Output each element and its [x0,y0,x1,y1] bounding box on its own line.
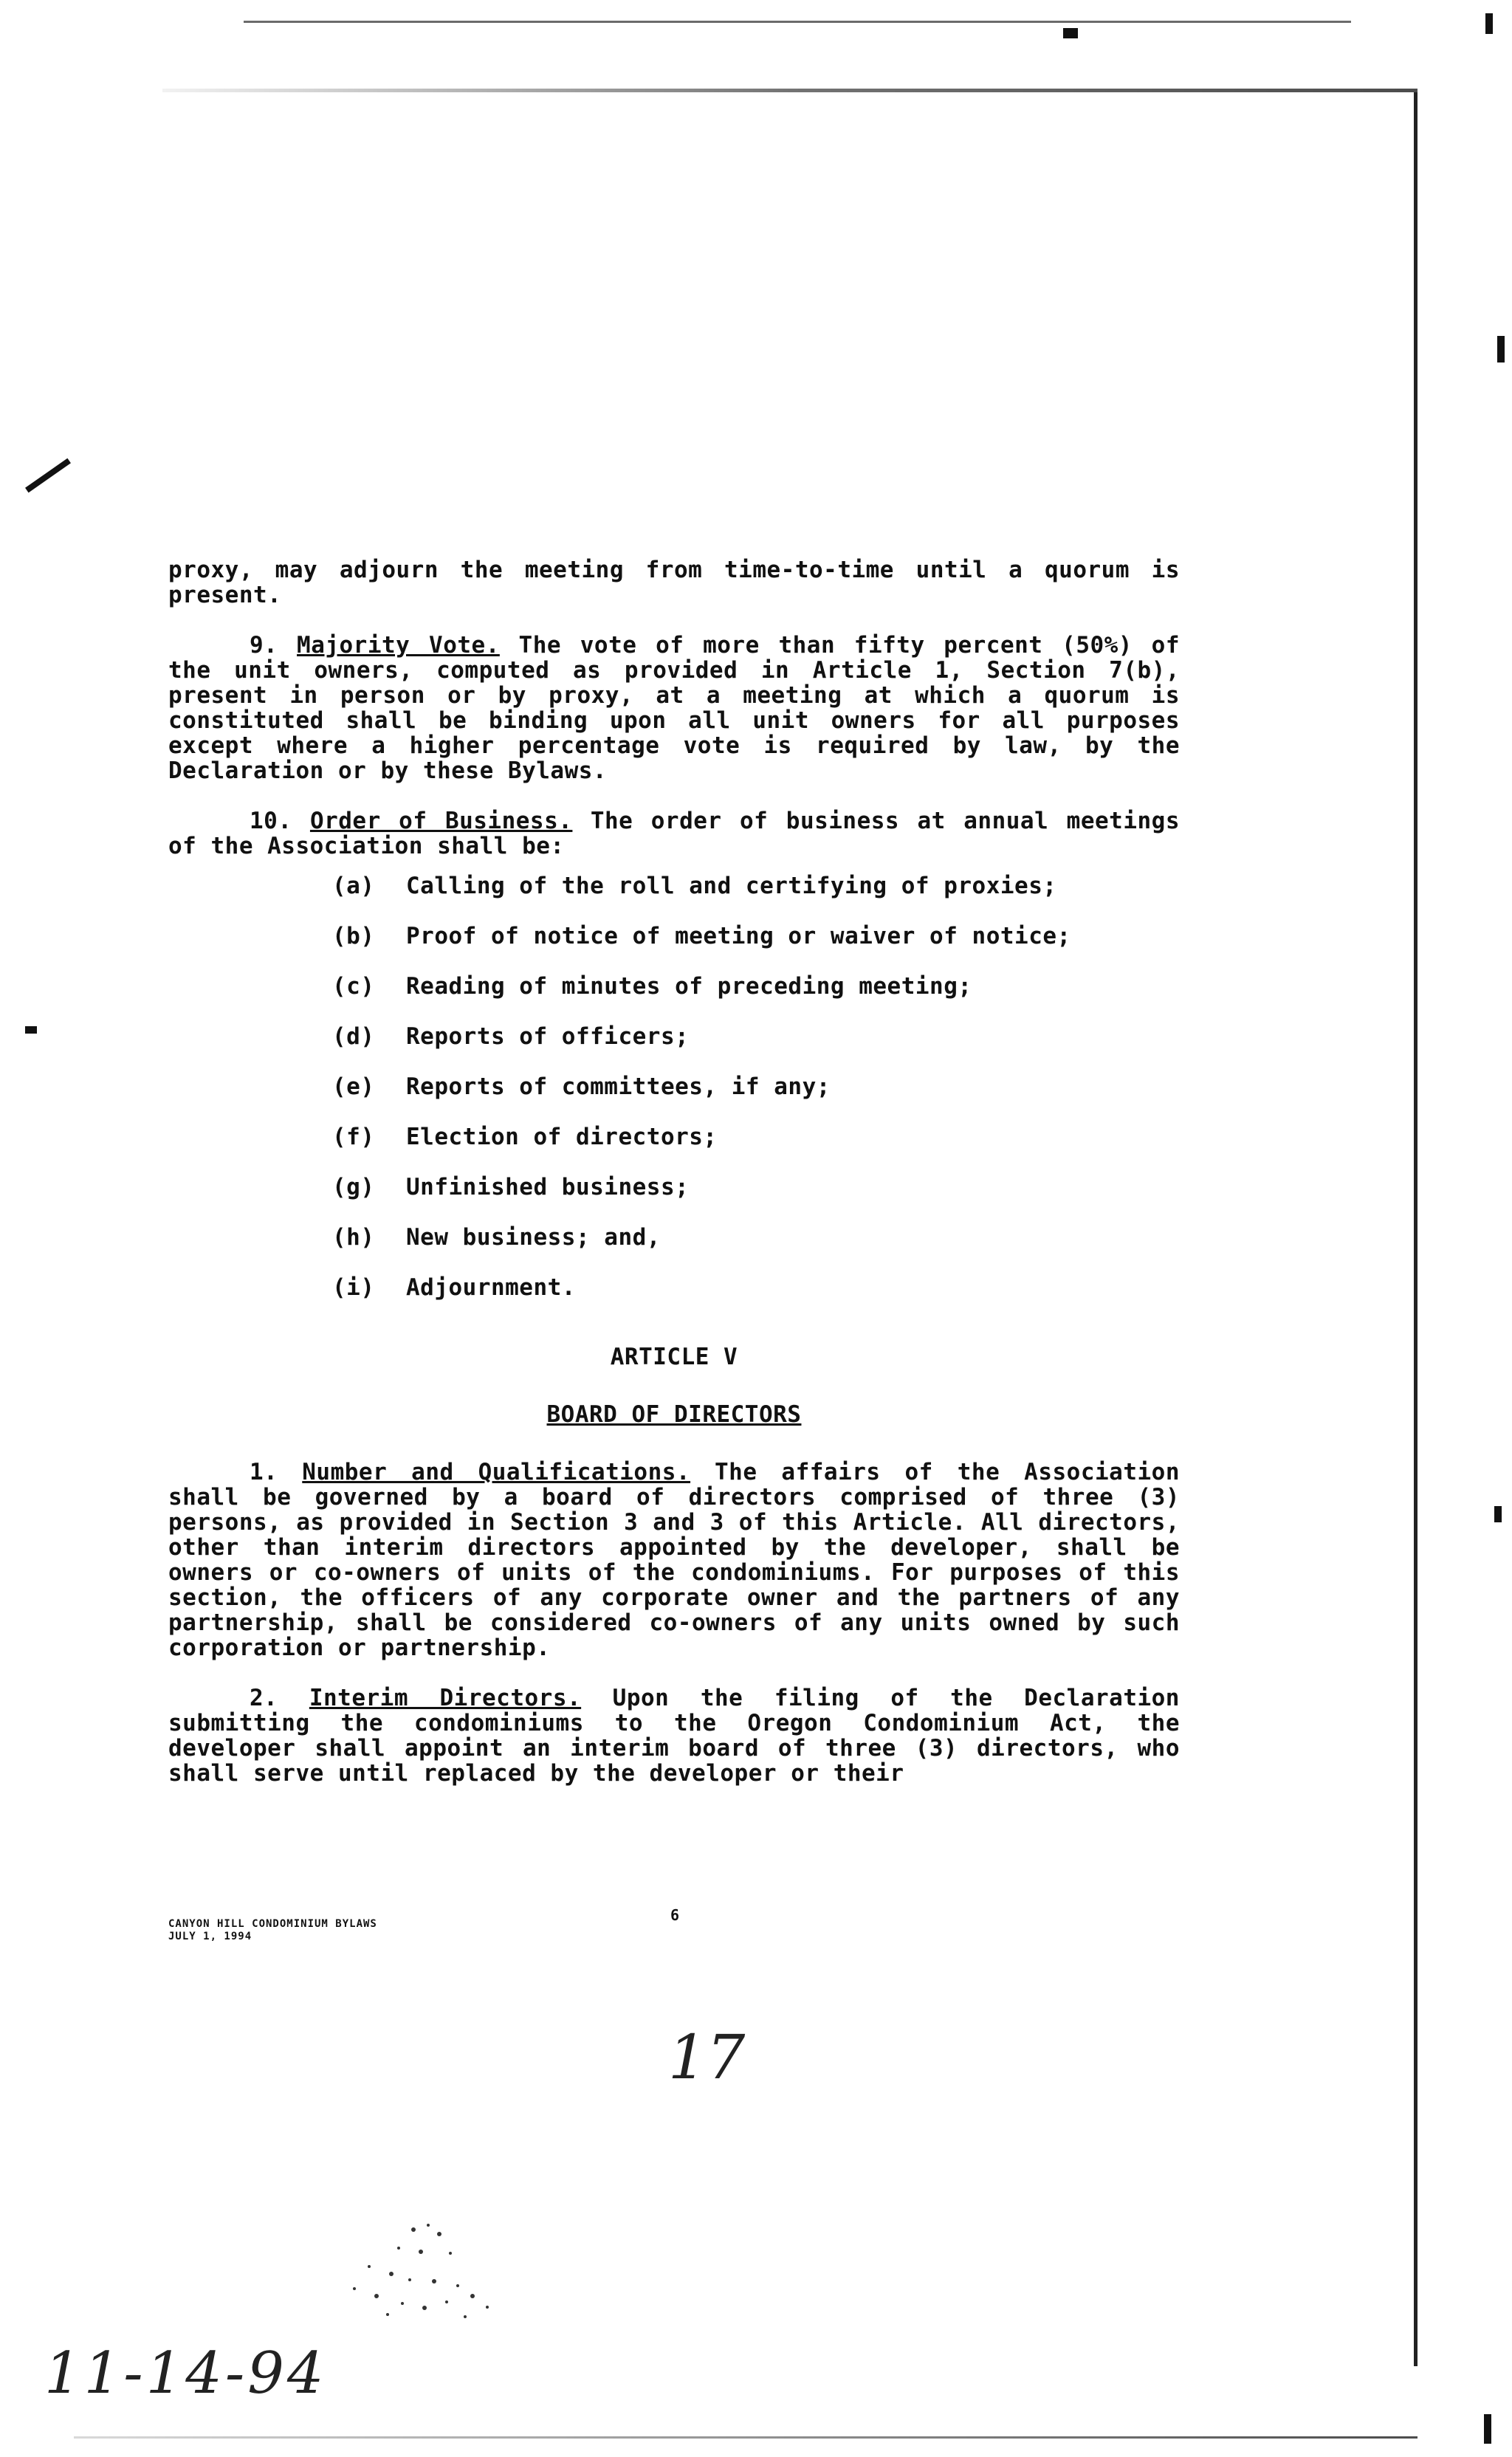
section-number: 2. [250,1685,278,1711]
scan-speck [1484,2414,1491,2444]
list-item [168,1175,1180,1225]
paragraph-text: The order of business at annual meetings of the Association shall be: [168,808,1180,859]
list-item [168,1074,1180,1124]
scan-speck [25,458,71,493]
order-of-business-list [168,873,1180,1325]
list-item-text: Election of directors; [406,1124,718,1150]
section-number: 1. [250,1459,278,1485]
list-item-text: Calling of the roll and certifying of proxies; [406,873,1057,899]
list-item-label: (a) [332,873,375,899]
scan-speck [25,1026,37,1034]
article-title: ARTICLE V [610,1344,738,1370]
paragraph-quorum-tail [168,557,1180,608]
list-item [168,1124,1180,1175]
list-item [168,873,1180,924]
list-item [168,1024,1180,1074]
page-number: 6 [670,1906,680,1924]
handwritten-date: 11-14-94 [44,2340,327,2407]
list-item-text: Adjournment. [406,1274,576,1301]
scan-edge-top-shadow [162,89,1418,92]
paragraph-text: Upon the filing of the Declaration submitting the condominiums to the Oregon Condominium Act, the developer shall appoint an interim board of three (3) directors, who shall serve until replaced by the developer or their [168,1685,1180,1787]
scan-speck [1485,13,1493,34]
list-item-label: (e) [332,1073,375,1100]
document-body [168,557,1180,1811]
paragraph-order-of-business [168,808,1180,859]
section-number: 9. [250,632,278,659]
section-heading: Majority Vote. [297,632,500,659]
footer-line: CANYON HILL CONDOMINIUM BYLAWS [168,1918,377,1930]
section-heading: Order of Business. [309,808,573,834]
handwritten-page-mark: 17 [668,2023,746,2093]
footer-document-id [168,1918,377,1943]
list-item-text: Reports of officers; [406,1023,690,1050]
paragraph-number-and-qualifications [168,1460,1180,1660]
paragraph-text: The affairs of the Association shall be governed by a board of directors comprised of three (3) persons, as provided in Section 3 and 3 of this Article. All directors, other than interim directors appointed by the developer, shall be owners or co-owners of units of the condominiums. For purposes of this section, the officers of any corporate owner and the partners of any partnership, shall be considered co-owners of any units owned by such corporation or partnership. [168,1459,1180,1661]
list-item [168,1275,1180,1325]
scan-speck [1497,336,1505,362]
list-item-label: (b) [332,923,375,949]
list-item-text: Reports of committees, if any; [406,1073,831,1100]
list-item [168,974,1180,1024]
paragraph-text: The vote of more than fifty percent (50%) of the unit owners, computed as provided in Article 1, Section 7(b), present in person or by proxy, at a meeting at which a quorum is constituted shall be binding upon all unit owners for all purposes except where a higher percentage vote is required by law, by the Declaration or by these Bylaws. [168,632,1180,784]
section-heading: Number and Qualifications. [302,1459,691,1485]
paragraph-interim-directors [168,1685,1180,1786]
scan-edge-right [1414,92,1418,2366]
list-item-label: (c) [332,973,375,1000]
list-item-label: (f) [332,1124,375,1150]
paragraph-majority-vote [168,633,1180,783]
scan-speck [1063,28,1078,38]
scan-speck [1494,1506,1502,1522]
scan-edge-top [244,21,1351,23]
footer-line: JULY 1, 1994 [168,1931,252,1942]
list-item-label: (d) [332,1023,375,1050]
section-number: 10. [250,808,292,834]
list-item-label: (g) [332,1174,375,1200]
list-item [168,1225,1180,1275]
list-item-text: Proof of notice of meeting or waiver of notice; [406,923,1071,949]
list-item [168,924,1180,974]
list-item-text: Reading of minutes of preceding meeting; [406,973,972,1000]
scan-edge-bottom [74,2436,1418,2439]
list-item-text: Unfinished business; [406,1174,690,1200]
list-item-label: (h) [332,1224,375,1251]
paragraph-text: proxy, may adjourn the meeting from time-to-time until a quorum is present. [168,557,1180,608]
list-item-text: New business; and, [406,1224,661,1251]
list-item-label: (i) [332,1274,375,1301]
article-subtitle: BOARD OF DIRECTORS [546,1401,802,1428]
section-heading: Interim Directors. [309,1685,582,1711]
notary-stamp-smudge [347,2215,509,2326]
